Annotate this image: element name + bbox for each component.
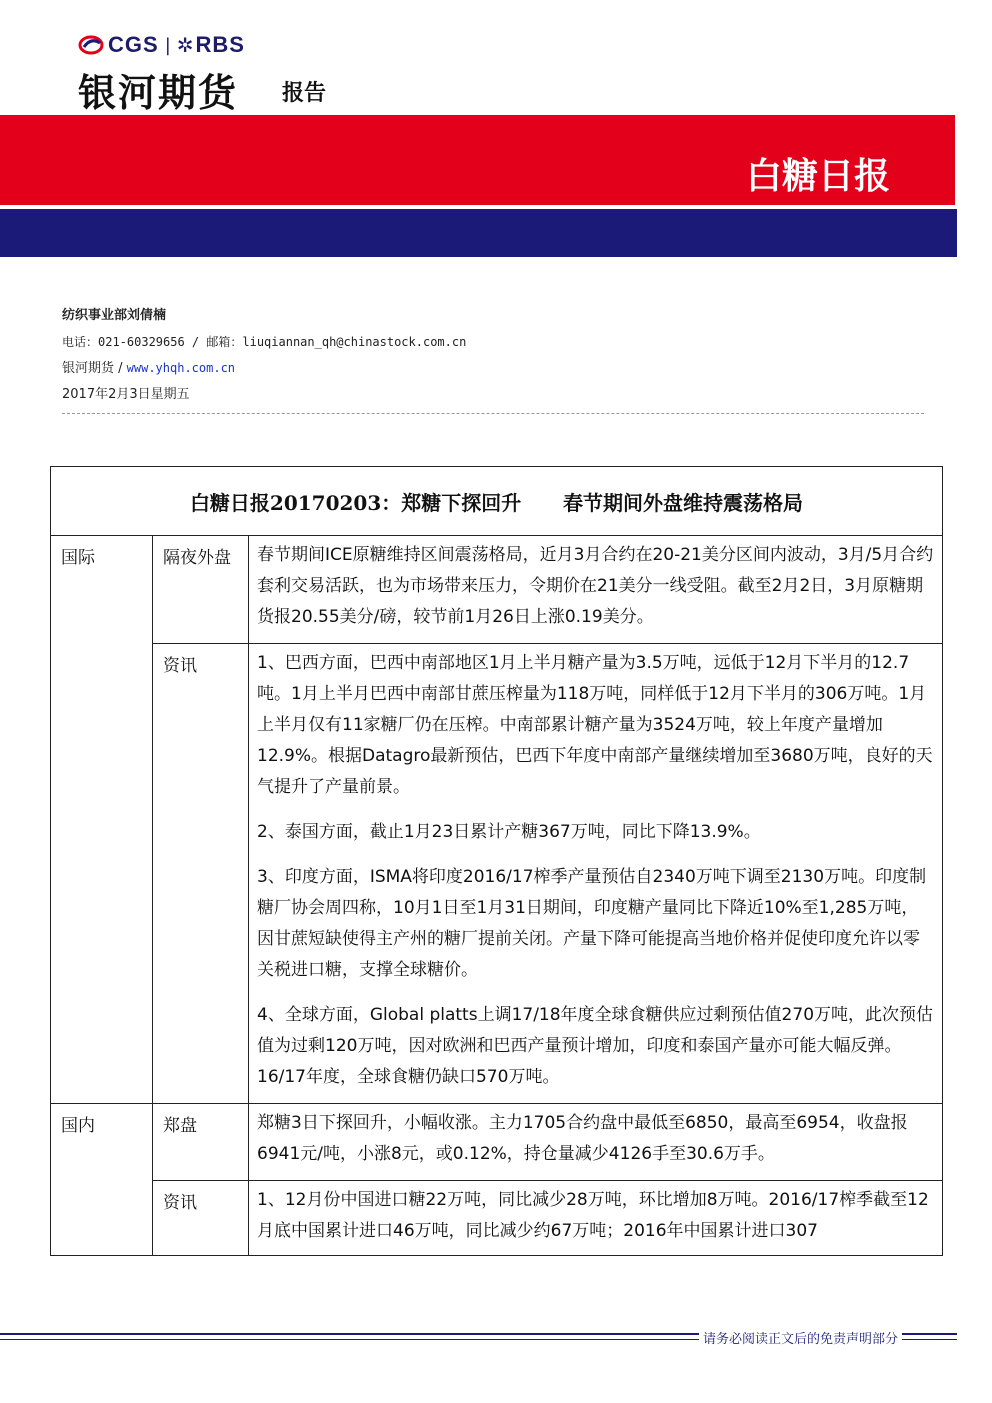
logo-cgs-text: CGS <box>108 32 159 57</box>
row-label-zhengzhou: 郑盘 <box>153 1104 249 1181</box>
overnight-market-text <box>249 536 943 644</box>
paragraph: 1、巴西方面，巴西中南部地区1月上半月糖产量为3.5万吨，远低于12月下半月的12.7吨。1月上半月巴西中南部甘蔗压榨量为118万吨，同样低于12月下半月的306万吨。1月上半月仅有11家糖厂仍在压榨。中南部累计糖产量为3524万吨，较上年度产量增加12.9%。根据Datagro最新预估，巴西下年度中南部产量继续增加至3680万吨，良好的天气提升了产量前景。 <box>257 653 933 797</box>
row-label-overnight: 隔夜外盘 <box>153 536 249 644</box>
domestic-news-text <box>249 1181 943 1256</box>
logo-chinese-name: 银河期货 <box>78 71 239 115</box>
company-logo <box>78 30 245 117</box>
paragraph: 4、全球方面，Global platts上调17/18年度全球食糖供应过剩预估值270万吨，此次预估值为过剩120万吨，因对欧洲和巴西产量预计增加，印度和泰国产量亦可能大幅反弹。16/17年度，全球食糖仍缺口570万吨。 <box>257 1005 934 1087</box>
intl-news-text <box>249 644 943 1104</box>
paragraph: 3、印度方面，ISMA将印度2016/17榨季产量预估自2340万吨下调至2130万吨。印度制糖厂协会周四称，10月1日至1月31日期间，印度糖产量同比下降近10%至1,285万吨，因甘蔗短缺使得主产州的糖厂提前关闭。产量下降可能提高当地价格并促使印度允许以零关税进口糖，支撑全球糖价。 <box>257 867 927 980</box>
report-date: 2017年2月3日星期五 <box>62 387 190 402</box>
divider-line <box>62 413 924 414</box>
row-label-news-intl: 资讯 <box>153 644 249 1104</box>
section-label-intl: 国际 <box>51 536 153 1104</box>
zhengzhou-market-text <box>249 1104 943 1181</box>
table-row <box>51 536 943 644</box>
paragraph: 1、12月份中国进口糖22万吨，同比减少28万吨，环比增加8万吨。2016/17榨季截至12月底中国累计进口46万吨，同比减少约67万吨；2016年中国累计进口307 <box>257 1190 929 1241</box>
company-site-line <box>62 355 466 382</box>
cgs-swirl-icon <box>78 35 104 55</box>
section-label-domestic: 国内 <box>51 1104 153 1256</box>
logo-divider: | <box>164 34 171 56</box>
paragraph: 春节期间ICE原糖维持区间震荡格局，近月3月合约在20-21美分区间内波动，3月/5月合约套利交易活跃，也为市场带来压力，令期价在21美分一线受阻。截至2月2日，3月原糖期货报20.55美分/磅，较节前1月26日上涨0.19美分。 <box>257 545 934 627</box>
website-link[interactable]: www.yhqh.com.cn <box>126 361 236 375</box>
truncated-content <box>257 1185 934 1245</box>
table-title-row <box>51 467 943 536</box>
report-table <box>50 466 943 1256</box>
paragraph: 郑糖3日下探回升，小幅收涨。主力1705合约盘中最低至6850，最高至6954，收盘报6941元/吨，小涨8元，或0.12%，持仓量减少4126手至30.6万手。 <box>257 1113 908 1164</box>
site-prefix: 银河期货 / <box>62 361 127 376</box>
table-title: 白糖日报20170203：郑糖下探回升 春节期间外盘维持震荡格局 <box>51 467 943 536</box>
table-row <box>51 644 943 1104</box>
author-department: 纺织事业部刘倩楠 <box>62 308 167 323</box>
logo-rbs-text: RBS <box>195 32 245 57</box>
table-row <box>51 1181 943 1256</box>
rbs-daisy-icon: ✲ <box>176 33 194 57</box>
table-row <box>51 1104 943 1181</box>
paragraph: 2、泰国方面，截止1月23日累计产糖367万吨，同比下降13.9%。 <box>257 822 761 842</box>
header-blue-band <box>0 209 957 257</box>
report-type-tag: 报告 <box>282 81 327 106</box>
row-label-news-domestic: 资讯 <box>153 1181 249 1256</box>
author-block <box>62 303 466 408</box>
report-title: 白糖日报 <box>745 156 890 197</box>
disclaimer-note: 请务必阅读正文后的免责声明部分 <box>699 1328 902 1347</box>
author-contact: 电话：021-60329656 / 邮箱：liuqiannan_qh@chinastock.com.cn <box>62 335 467 349</box>
